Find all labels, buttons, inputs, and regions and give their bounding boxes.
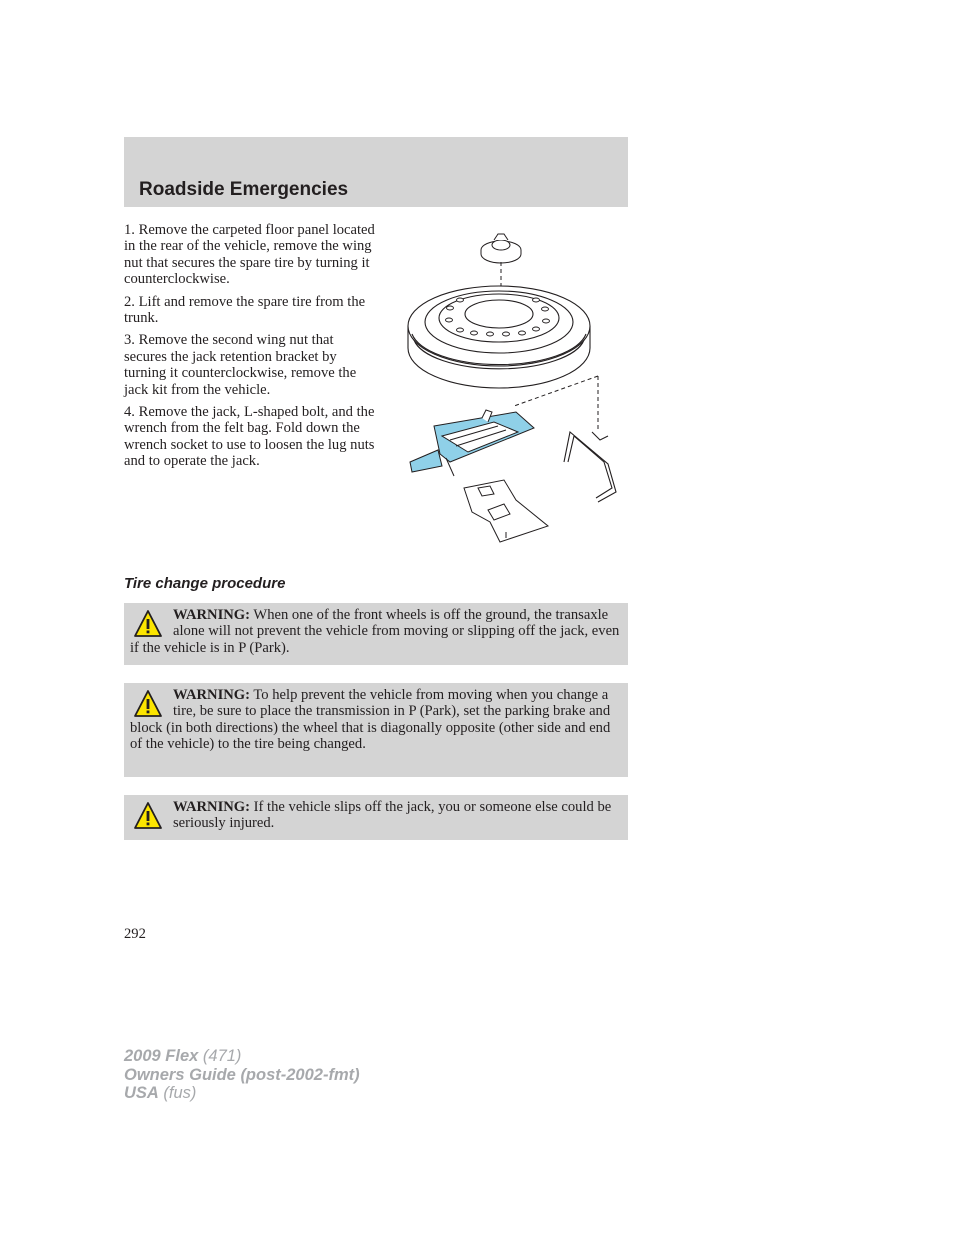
footer-guide-type: Owners Guide (post-2002-fmt) xyxy=(124,1065,360,1084)
section-header-band xyxy=(124,137,628,207)
lug-wrench-icon xyxy=(464,480,548,542)
warning-box-3 xyxy=(124,795,628,840)
footer-model-code: (471) xyxy=(198,1047,242,1065)
step-3: 3. Remove the second wing nut that secures the jack retention bracket by turning it counterclockwise, remove the jack kit from the vehicle. xyxy=(124,332,357,398)
step-4: 4. Remove the jack, L-shaped bolt, and the wrench from the felt bag. Fold down the wrench socket to use to loosen the lug nuts and to operate the jack. xyxy=(124,404,375,470)
warning-triangle-icon xyxy=(133,689,163,719)
wing-nut-icon xyxy=(481,234,521,263)
spare-tire-jack-illustration xyxy=(398,226,628,552)
warning-text: If the vehicle slips off the jack, you or someone else could be seriously injured. xyxy=(173,799,612,832)
footer-line-3 xyxy=(124,1084,360,1103)
warning-label: WARNING: xyxy=(173,687,251,703)
section-heading: Tire change procedure xyxy=(124,575,286,592)
step-1: 1. Remove the carpeted floor panel located in the rear of the vehicle, remove the wing nut that secures the spare tire by turning it counterclockwise. xyxy=(124,222,375,288)
footer-market: USA xyxy=(124,1084,159,1102)
warning-box-1 xyxy=(124,603,628,665)
footer-model: 2009 Flex xyxy=(124,1047,199,1065)
footer-line-2 xyxy=(124,1066,360,1085)
retention-bracket-icon xyxy=(564,432,616,502)
step-2: 2. Lift and remove the spare tire from the trunk. xyxy=(124,293,366,327)
warning-text: When one of the front wheels is off the ground, the transaxle alone will not prevent the vehicle from moving or slipping off the jack, even if the vehicle is in P (Park). xyxy=(130,607,620,656)
warning-box-2 xyxy=(124,683,628,777)
warning-label: WARNING: xyxy=(173,607,251,623)
footer-market-code: (fus) xyxy=(158,1084,197,1102)
page-title: Roadside Emergencies xyxy=(139,179,349,200)
warning-label: WARNING: xyxy=(173,799,251,815)
document-footer xyxy=(124,1047,360,1103)
steps-list xyxy=(124,222,380,476)
warning-triangle-icon xyxy=(133,801,163,831)
page-number: 292 xyxy=(124,926,146,942)
spare-tire-icon xyxy=(408,286,590,388)
warning-triangle-icon xyxy=(133,609,163,639)
warning-text: To help prevent the vehicle from moving when you change a tire, be sure to place the transmission in P (Park), set the parking brake and block (in both directions) the wheel that is diagonally opposite (other side and end of the vehicle) to the tire being changed. xyxy=(130,687,611,753)
jack-kit-bag-icon xyxy=(410,410,534,476)
footer-line-1 xyxy=(124,1047,360,1066)
